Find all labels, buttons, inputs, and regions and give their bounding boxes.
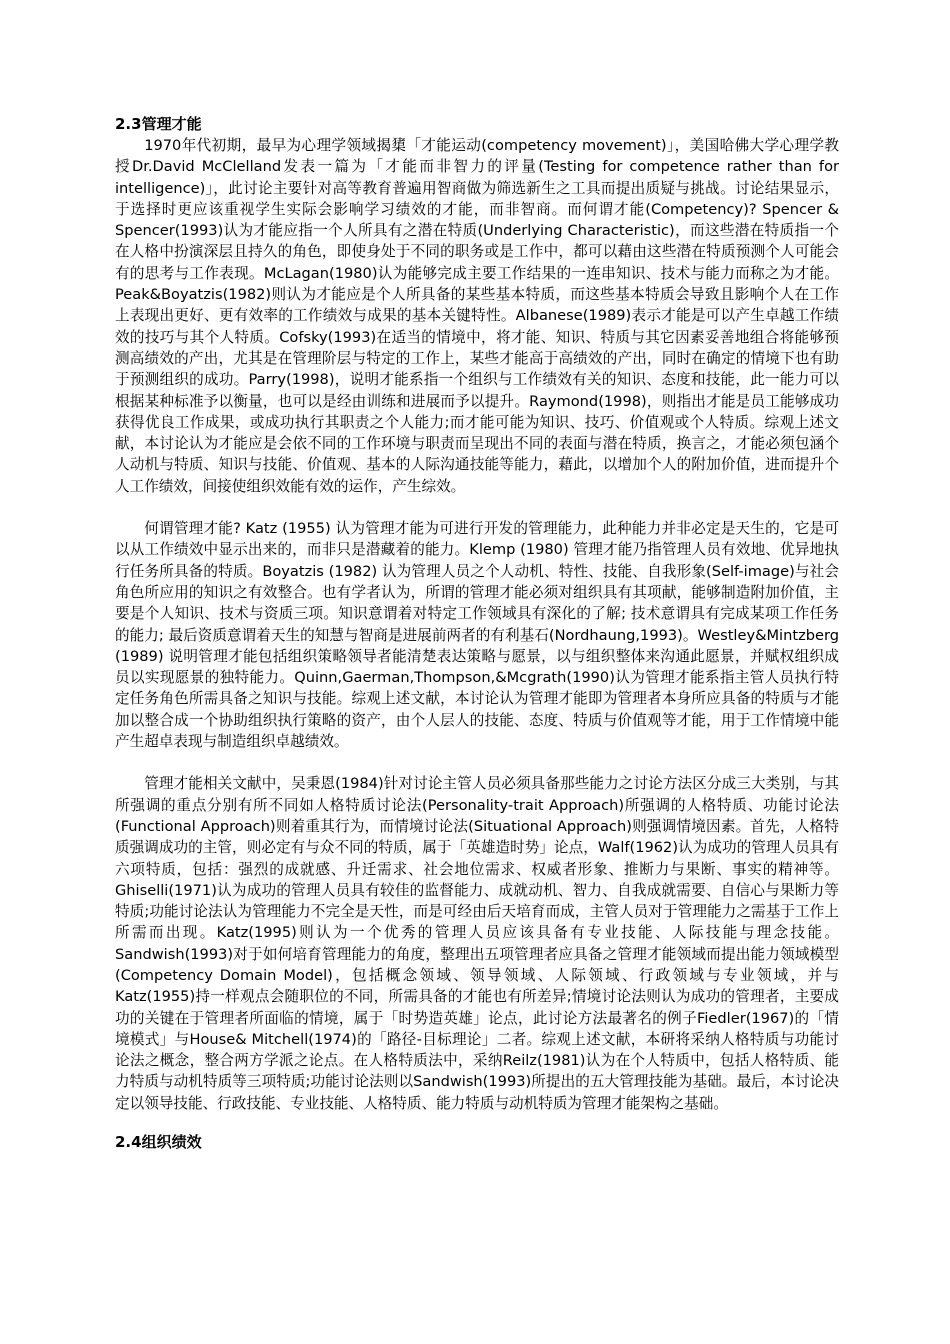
paragraph-management-competency: 何谓管理才能? Katz (1955) 认为管理才能为可进行开发的管理能力，此种能力并非必定是天生的，它是可以从工作绩效中显示出来的，而非只是潜藏着的能力。Klemp (1980) 管理才能乃指管理人员有效地、优异地执行任务所具备的特质。Boyatzis (1982) 认为管理人员之个人动机、特性、技能、自我形象(Self-image)与社会角色所应用的知识之有效整合。也有学者认为，所谓的管理才能必须对组织具有其项献，能够制造附加价值，主要是个人知识、技术与资质三项。知识意谓着对特定工作领域具有深化的了解; 技术意谓具有完成某项工作任务的能力; 最后资质意谓着天生的知慧与智商是进展前两者的有利基石(Nordhaung,1993)。Westley&Mintzberg (1989) 说明管理才能包括组织策略领导者能清楚表达策略与愿景，以与组织整体来沟通此愿景，并赋权组织成员以实现愿景的独特能力。Quinn,Gaerman,Thompson,&Mcgrath(1990)认为管理才能系指主管人员执行特定任务角色所需具备之知识与技能。综观上述文献，本讨论认为管理才能即为管理者本身所应具备的特质与才能加以整合成一个协助组织执行策略的资产，由个人层人的技能、态度、特质与价值观等才能，用于工作情境中能产生超卓表现与制造组织卓越绩效。 [115,520,839,751]
paragraph-research-approaches: 管理才能相关文献中，吴秉恩(1984)针对讨论主管人员必须具备那些能力之讨论方法区分成三大类别，与其所强调的重点分别有所不同如人格特质讨论法(Personality-trait Approach)所强调的人格特质、功能讨论法(Functional Approach)则着重其行为，而情境讨论法(Situational Approach)则强调情境因素。首先，人格特质强调成功的主管，则必定有与众不同的特质，属于「英雄造时势」论点，Walf(1962)认为成功的管理人员具有六项特质，包括：强烈的成就感、升迁需求、社会地位需求、权威者形象、推断力与果断、事实的精神等。Ghiselli(1971)认为成功的管理人员具有较佳的监督能力、成就动机、智力、自我成就需要、自信心与果断力等特质;功能讨论法认为管理能力不完全是天性，而是可经由后天培育而成，主管人员对于管理能力之需基于工作上所需而出现。Katz(1995)则认为一个优秀的管理人员应该具备有专业技能、人际技能与理念技能。Sandwish(1993)对于如何培育管理能力的角度，整理出五项管理者应具备之管理才能领域而提出能力领域模型(Competency Domain Model)，包括概念领域、领导领域、人际领域、行政领域与专业领域，并与Katz(1955)持一样观点会随职位的不同，所需具备的才能也有所差异;情境讨论法则认为成功的管理者，主要成功的关键在于管理者所面临的情境，属于「时势造英雄」论点，此讨论方法最著名的例子Fiedler(1967)的「情境模式」与House& Mitchell(1974)的「路径-目标理论」二者。综观上述文献，本研将采纳人格特质与功能讨论法之概念，整合两方学派之论点。在人格特质法中，采纳Reilz(1981)认为在个人特质中，包括人格特质、能力特质与动机特质等三项特质;功能讨论法则以Sandwish(1993)所提出的五大管理技能为基础。最后，本讨论决定以领导技能、行政技能、专业技能、人格特质、能力特质与动机特质为管理才能架构之基础。 [115,775,839,1112]
paragraph-competency-definition: 1970年代初期，最早为心理学领域揭橥「才能运动(competency movement)」，美国哈佛大学心理学教授Dr.David McClelland发表一篇为「才能而非智力的评量(Testing for competence rather than for intelligence)」，此讨论主要针对高等教育普遍用智商做为筛选新生之工具而提出质疑与挑战。讨论结果显示，于选择时更应该重视学生实际会影响学习绩效的才能，而非智商。而何谓才能(Competency)? Spencer & Spencer(1993)认为才能应指一个人所具有之潜在特质(Underlying Characteristic)，而这些潜在特质指一个在人格中扮演深层且持久的角色，即使身处于不同的职务或是工作中，都可以藉由这些潜在特质预测个人可能会有的思考与工作表现。McLagan(1980)认为能够完成主要工作结果的一连串知识、技术与能力而称之为才能。Peak&Boyatzis(1982)则认为才能应是个人所具备的某些基本特质，而这些基本特质会导致且影响个人在工作上表现出更好、更有效率的工作绩效与成果的基本关键特性。Albanese(1989)表示才能是可以产生卓越工作绩效的技巧与其个人特质。Cofsky(1993)在适当的情境中，将才能、知识、特质与其它因素妥善地组合将能够预测高绩效的产出，尤其是在管理阶层与特定的工作上，某些才能高于高绩效的产出，同时在确定的情境下也有助于预测组织的成功。Parry(1998)，说明才能系指一个组织与工作绩效有关的知识、态度和技能，此一能力可以根据某种标准予以衡量，也可以是经由训练和进展而予以提升。Raymond(1998)，则指出才能是员工能够成功获得优良工作成果，或成功执行其职责之个人能力;而才能可能为知识、技巧、价值观或个人特质。综观上述文献，本讨论认为才能应是会依不同的工作环境与职责而呈现出不同的表面与潜在特质，换言之，才能必须包涵个人动机与特质、知识与技能、价值观、基本的人际沟通技能等能力，藉此，以增加个人的附加价值，进而提升个人工作绩效，间接使组织效能有效的运作，产生综效。 [115,137,839,495]
section-heading-2-3: 2.3管理才能 [115,115,202,133]
section-heading-2-4: 2.4组织绩效 [115,1133,202,1152]
document-page [115,113,839,1153]
